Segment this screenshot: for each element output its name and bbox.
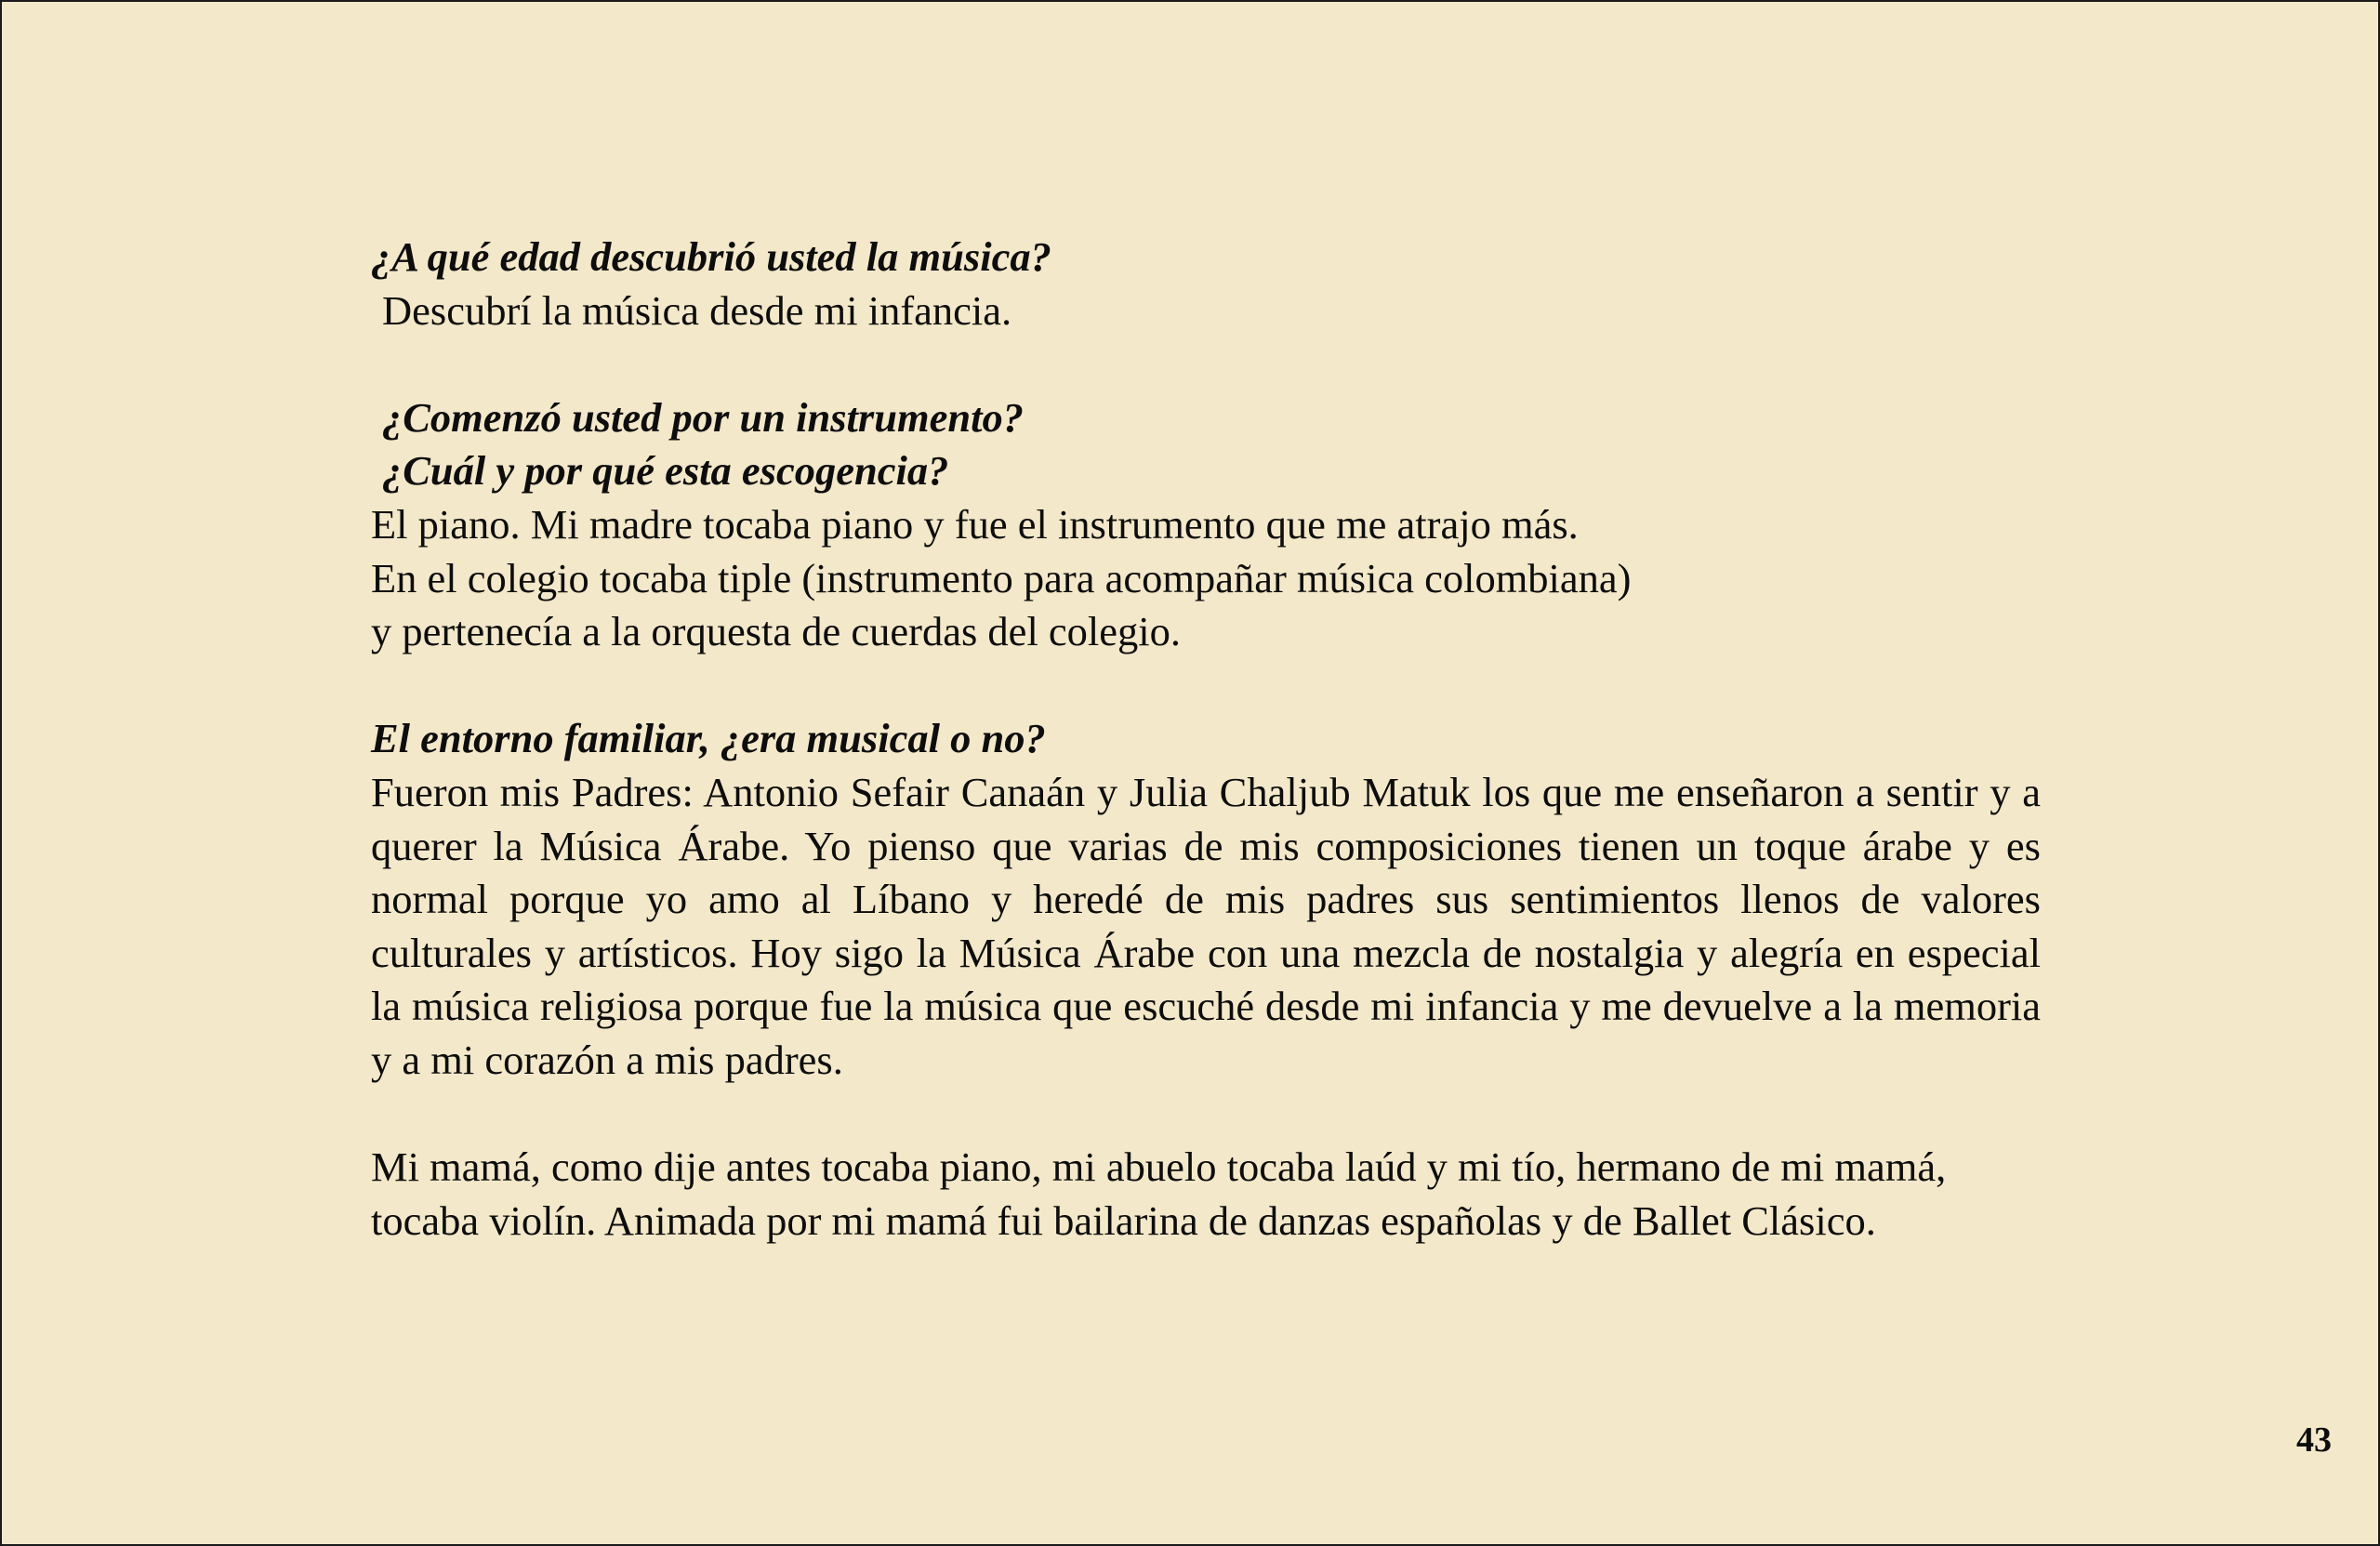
page-content <box>371 231 2041 1248</box>
family-instruments-line-1: Mi mamá, como dije antes tocaba piano, mi abuelo tocaba laúd y mi tío, hermano de mi mamá, <box>371 1143 1947 1191</box>
paragraph-spacer <box>371 1088 2041 1142</box>
question-first-instrument: ¿Comenzó usted por un instrumento? <box>382 393 1024 441</box>
answer-instrument-line-2: En el colegio tocaba tiple (instrumento para acompañar música colombiana) <box>371 554 1632 601</box>
answer-instrument-line-1: El piano. Mi madre tocaba piano y fue el instrumento que me atrajo más. <box>371 500 1579 548</box>
answer-music-age: Descubrí la música desde mi infancia. <box>382 286 1012 334</box>
question-music-age: ¿A qué edad descubrió usted la música? <box>371 233 1051 280</box>
paragraph-spacer <box>371 659 2041 713</box>
answer-instrument-line-3: y pertenecía a la orquesta de cuerdas del colegio. <box>371 608 1182 655</box>
page-number: 43 <box>2296 1420 2332 1460</box>
paragraph-spacer <box>371 337 2041 391</box>
question-instrument-choice: ¿Cuál y por qué esta escogencia? <box>382 447 949 495</box>
family-instruments-line-2: tocaba violín. Animada por mi mamá fui bailarina de danzas españolas y de Ballet Clásico. <box>371 1196 1876 1244</box>
answer-family-environment: Fueron mis Padres: Antonio Sefair Canaán y Julia Chaljub Matuk los que me enseñaron a sentir y a querer la Música Árabe. Yo pienso que varias de mis composiciones tienen un toque árabe y es normal porque yo amo al Líbano y heredé de mis padres sus sentimientos llenos de valores culturales y artísticos. Hoy sigo la Música Árabe con una mezcla de nostalgia y alegría en especial la música religiosa porque fue la música que escuché desde mi infancia y me devuelve a la memoria y a mi corazón a mis padres. <box>371 768 2041 1083</box>
question-family-environment: El entorno familiar, ¿era musical o no? <box>371 715 1046 762</box>
